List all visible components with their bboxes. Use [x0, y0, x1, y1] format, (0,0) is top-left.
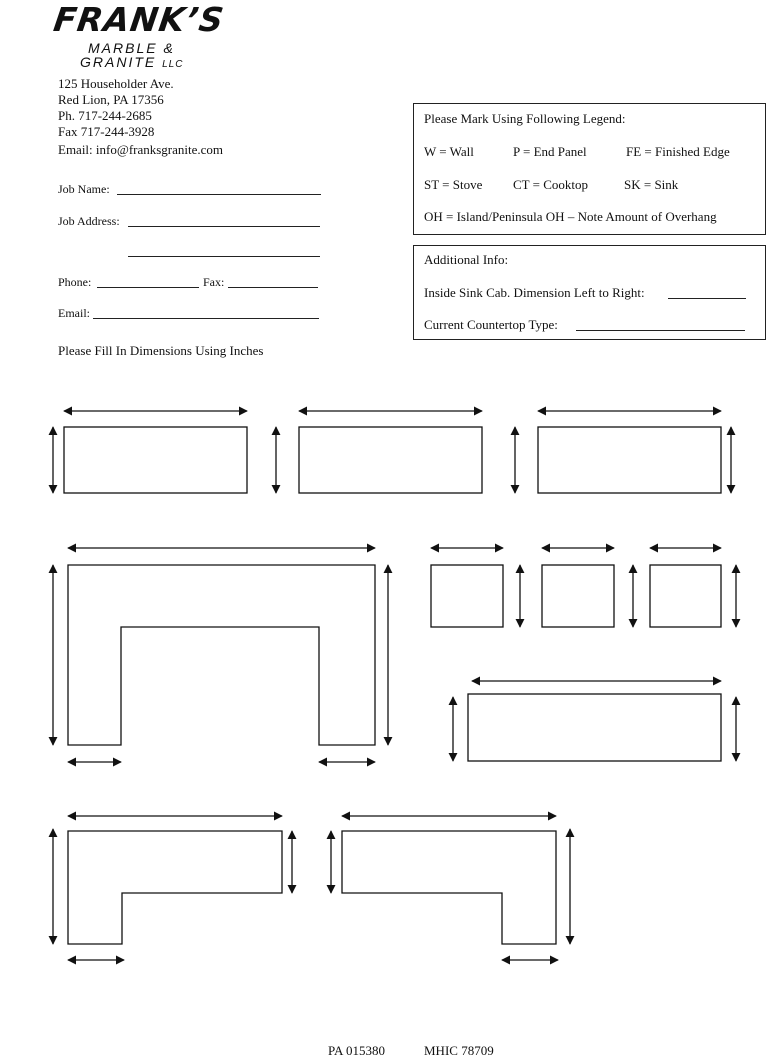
- legend-stove: ST = Stove: [424, 177, 483, 192]
- logo-llc-text: LLC: [162, 59, 184, 70]
- job-name-label: Job Name:: [58, 182, 110, 196]
- email-label: Email:: [58, 306, 90, 320]
- fax-label: Fax:: [203, 275, 225, 289]
- counter-rect-3: [538, 427, 721, 493]
- footer-mhic-license: MHIC 78709: [424, 1043, 494, 1058]
- counter-square-2: [542, 565, 614, 627]
- counter-rect-long: [468, 694, 721, 761]
- logo-title: FRANK’S: [51, 0, 227, 39]
- logo-granite-text: GRANITE: [80, 54, 157, 70]
- legend-cooktop: CT = Cooktop: [513, 177, 588, 192]
- legend-title: Please Mark Using Following Legend:: [424, 111, 626, 126]
- counter-square-3: [650, 565, 721, 627]
- footer-pa-license: PA 015380: [328, 1043, 385, 1058]
- legend-overhang: OH = Island/Peninsula OH – Note Amount of Overhang: [424, 209, 717, 224]
- counter-u-shape: [68, 565, 375, 745]
- address-line-street: 125 Householder Ave.: [58, 76, 174, 91]
- address-line-fax: Fax 717-244-3928: [58, 124, 155, 139]
- sink-cab-label: Inside Sink Cab. Dimension Left to Right:: [424, 285, 645, 300]
- counter-square-1: [431, 565, 503, 627]
- counter-l-shape-left: [68, 831, 282, 944]
- phone-label: Phone:: [58, 275, 92, 289]
- legend-sink: SK = Sink: [624, 177, 679, 192]
- logo-line-marble: MARBLE &: [88, 40, 175, 56]
- legend-end-panel: P = End Panel: [513, 144, 587, 159]
- dimension-instructions: Please Fill In Dimensions Using Inches: [58, 343, 264, 358]
- counter-l-shape-right: [342, 831, 556, 944]
- job-address-label: Job Address:: [58, 214, 120, 228]
- address-line-phone: Ph. 717-244-2685: [58, 108, 152, 123]
- countertop-type-label: Current Countertop Type:: [424, 317, 558, 332]
- legend-wall: W = Wall: [424, 144, 474, 159]
- address-line-email: Email: info@franksgranite.com: [58, 142, 224, 157]
- additional-info-title: Additional Info:: [424, 252, 509, 267]
- legend-finished-edge: FE = Finished Edge: [626, 144, 730, 159]
- counter-rect-1: [64, 427, 247, 493]
- counter-rect-2: [299, 427, 482, 493]
- address-line-city: Red Lion, PA 17356: [58, 92, 164, 107]
